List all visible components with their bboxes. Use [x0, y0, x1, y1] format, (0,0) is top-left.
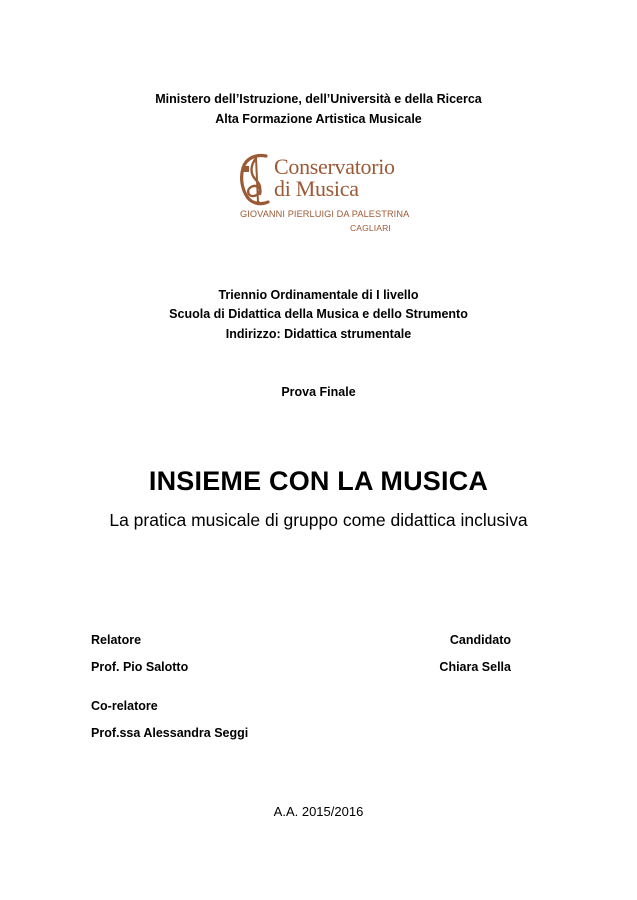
correlatore-label: Co-relatore	[91, 699, 158, 713]
correlatore-name: Prof.ssa Alessandra Seggi	[91, 726, 249, 740]
relatore-name: Prof. Pio Salotto	[91, 660, 189, 674]
conservatorio-logo	[238, 152, 408, 236]
logo-text-line2: di Musica	[274, 176, 359, 201]
relatore-label: Relatore	[91, 633, 142, 647]
school-line: Scuola di Didattica della Musica e dello Strumento	[169, 307, 468, 321]
treble-clef-icon	[238, 152, 272, 208]
logo-city: CAGLIARI	[350, 223, 391, 233]
course-line: Triennio Ordinamentale di I livello	[218, 288, 419, 302]
ministry-heading: Ministero dell’Istruzione, dell’Università e della Ricerca	[155, 92, 482, 106]
logo-text-line1: Conservatorio	[274, 154, 395, 179]
thesis-subtitle: La pratica musicale di gruppo come didattica inclusiva	[109, 510, 528, 530]
track-line: Indirizzo: Didattica strumentale	[225, 327, 412, 341]
candidato-name: Chiara Sella	[439, 660, 511, 674]
candidato-label: Candidato	[449, 633, 511, 647]
academic-year: A.A. 2015/2016	[273, 804, 364, 819]
afam-heading: Alta Formazione Artistica Musicale	[215, 112, 422, 126]
logo-subtitle: GIOVANNI PIERLUIGI DA PALESTRINA	[240, 209, 410, 219]
exam-label: Prova Finale	[281, 385, 356, 399]
thesis-title: INSIEME CON LA MUSICA	[148, 466, 489, 496]
